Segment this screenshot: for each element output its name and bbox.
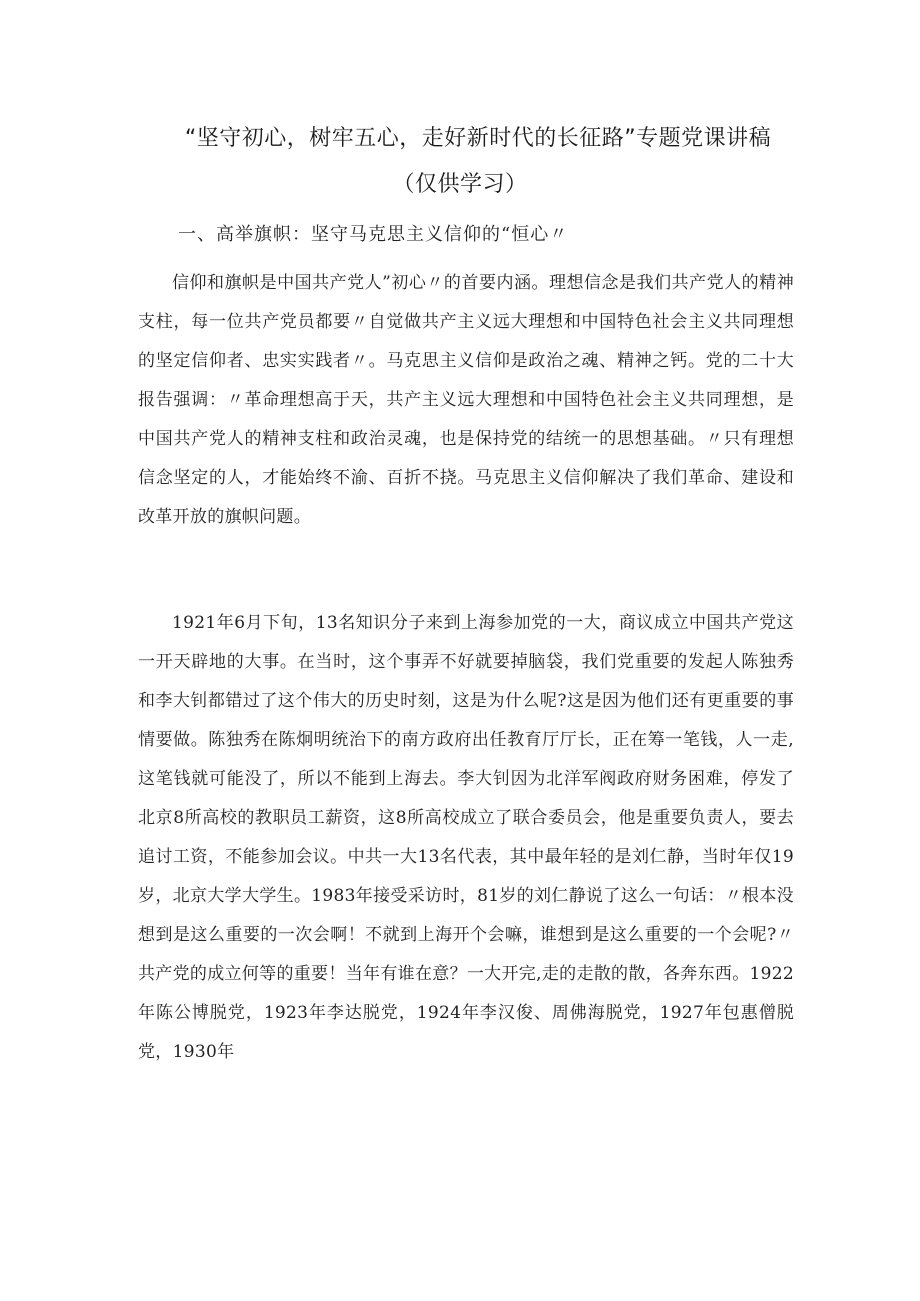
document-title: “坚守初心，树牢五心，走好新时代的长征路”专题党课讲稿: [184, 126, 772, 151]
body-paragraph: 信仰和旗帜是中国共产党人”初心〃的首要内涵。理想信念是我们共产党人的精神支柱，每一位共产党员都要〃自觉做共产主义远大理想和中国特色社会主义共同理想的坚定信仰者、忠实实践者〃。马克思主义信仰是政治之魂、精神之钙。党的二十大报告强调：〃革命理想高于天，共产主义远大理想和中国特色社会主义共同理想，是中国共产党人的精神支柱和政治灵魂，也是保持党的结统一的思想基础。〃只有理想信念坚定的人，才能始终不渝、百折不挠。马克思主义信仰解决了我们革命、建设和改革开放的旗帜问题。: [138, 273, 794, 527]
body-paragraph: 1921年6月下旬，13名知识分子来到上海参加党的一大，商议成立中国共产党这一开天辟地的大事。在当时，这个事弄不好就要掉脑袋，我们党重要的发起人陈独秀和李大钊都错过了这个伟大的历史时刻，这是为什么呢?这是因为他们还有更重要的事情要做。陈独秀在陈炯明统治下的南方政府出任教育厅厅长，正在筹一笔钱，人一走,这笔钱就可能没了，所以不能到上海去。李大钊因为北洋军阀政府财务困难，停发了北京8所高校的教职员工薪资，这8所高校成立了联合委员会，他是重要负责人，要去追讨工资，不能参加会议。中共一大13名代表，其中最年轻的是刘仁静，当时年仅19岁，北京大学大学生。1983年接受采访时，81岁的刘仁静说了这么一句话：〃根本没想到是这么重要的一次会啊！不就到上海开个会嘛，谁想到是这么重要的一个会呢?〃共产党的成立何等的重要！当年有谁在意？一大开完,走的走散的散，各奔东西。1922年陈公博脱党，1923年李达脱党，1924年李汉俊、周佛海脱党，1927年包惠僧脱党，1930年: [138, 613, 794, 1062]
document-subtitle: （仅供学习）: [392, 172, 528, 197]
section-heading: 一、高举旗帜：坚守马克思主义信仰的“恒心〃: [178, 224, 569, 245]
